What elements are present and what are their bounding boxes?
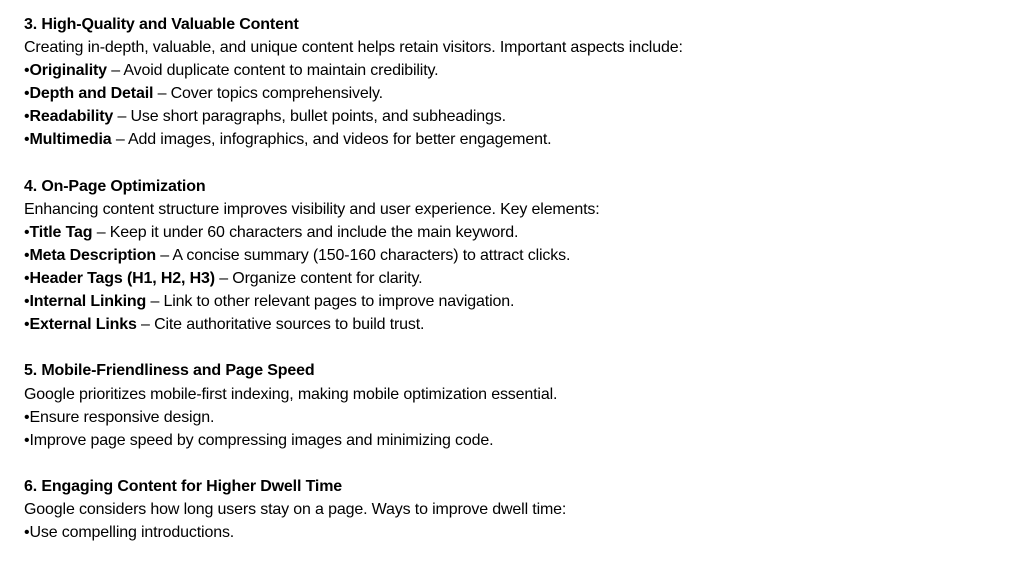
bullet-text: – Cover topics comprehensively. xyxy=(153,85,383,103)
bullet-marker: • xyxy=(24,223,30,241)
bullet-marker: • xyxy=(24,431,30,449)
bullet-marker: • xyxy=(24,108,30,126)
section-heading: 4. On-Page Optimization xyxy=(24,177,206,195)
bullet-item xyxy=(24,521,1014,544)
bullet-marker: • xyxy=(24,85,30,103)
bullet-term: Readability xyxy=(29,108,114,126)
bullet-marker: • xyxy=(24,131,30,149)
section-intro: Google considers how long users stay on a page. Ways to improve dwell time: xyxy=(24,500,567,518)
bullet-text: – Keep it under 60 characters and include the main keyword. xyxy=(92,223,519,241)
bullet-text: Use compelling introductions. xyxy=(29,524,235,542)
bullet-text: – Cite authoritative sources to build trust. xyxy=(136,316,425,334)
section-intro: Creating in-depth, valuable, and unique content helps retain visitors. Important aspects include: xyxy=(24,39,683,57)
bullet-item xyxy=(24,244,1014,267)
section-mobile-friendliness xyxy=(24,359,1014,451)
bullet-item xyxy=(24,290,1014,313)
bullet-marker: • xyxy=(24,316,30,334)
bullet-text: – A concise summary (150-160 characters) to attract clicks. xyxy=(155,246,571,264)
bullet-text: – Link to other relevant pages to improve navigation. xyxy=(146,293,515,311)
bullet-text: – Add images, infographics, and videos for better engagement. xyxy=(111,131,552,149)
bullet-item xyxy=(24,105,1014,128)
section-engaging-content xyxy=(24,475,1014,544)
bullet-marker: • xyxy=(24,270,30,288)
bullet-item xyxy=(24,267,1014,290)
bullet-item xyxy=(24,128,1014,151)
bullet-item xyxy=(24,313,1014,336)
bullet-term: Title Tag xyxy=(29,223,93,241)
bullet-term: External Links xyxy=(29,316,137,334)
bullet-term: Multimedia xyxy=(29,131,112,149)
section-intro: Enhancing content structure improves visibility and user experience. Key elements: xyxy=(24,200,600,218)
bullet-text: – Avoid duplicate content to maintain credibility. xyxy=(106,62,439,80)
bullet-item xyxy=(24,406,1014,429)
bullet-term: Originality xyxy=(29,62,107,80)
bullet-text: Ensure responsive design. xyxy=(29,408,215,426)
section-intro: Google prioritizes mobile-first indexing, making mobile optimization essential. xyxy=(24,385,558,403)
bullet-marker: • xyxy=(24,524,30,542)
bullet-item xyxy=(24,429,1014,452)
section-heading: 6. Engaging Content for Higher Dwell Time xyxy=(24,477,343,495)
section-heading: 3. High-Quality and Valuable Content xyxy=(24,16,299,33)
bullet-item xyxy=(24,82,1014,105)
bullet-term: Header Tags (H1, H2, H3) xyxy=(29,270,215,288)
bullet-term: Meta Description xyxy=(29,246,156,264)
bullet-marker: • xyxy=(24,408,30,426)
bullet-text: – Organize content for clarity. xyxy=(214,270,423,288)
section-on-page-optimization xyxy=(24,175,1014,337)
bullet-term: Internal Linking xyxy=(29,293,147,311)
bullet-item xyxy=(24,221,1014,244)
bullet-marker: • xyxy=(24,62,30,80)
document-body xyxy=(24,13,1014,544)
section-heading: 5. Mobile-Friendliness and Page Speed xyxy=(24,362,315,380)
bullet-text: – Use short paragraphs, bullet points, and subheadings. xyxy=(113,108,506,126)
section-high-quality-content xyxy=(24,13,1014,152)
bullet-text: Improve page speed by compressing images and minimizing code. xyxy=(29,431,494,449)
bullet-item xyxy=(24,59,1014,82)
bullet-term: Depth and Detail xyxy=(29,85,154,103)
bullet-marker: • xyxy=(24,293,30,311)
bullet-marker: • xyxy=(24,246,30,264)
